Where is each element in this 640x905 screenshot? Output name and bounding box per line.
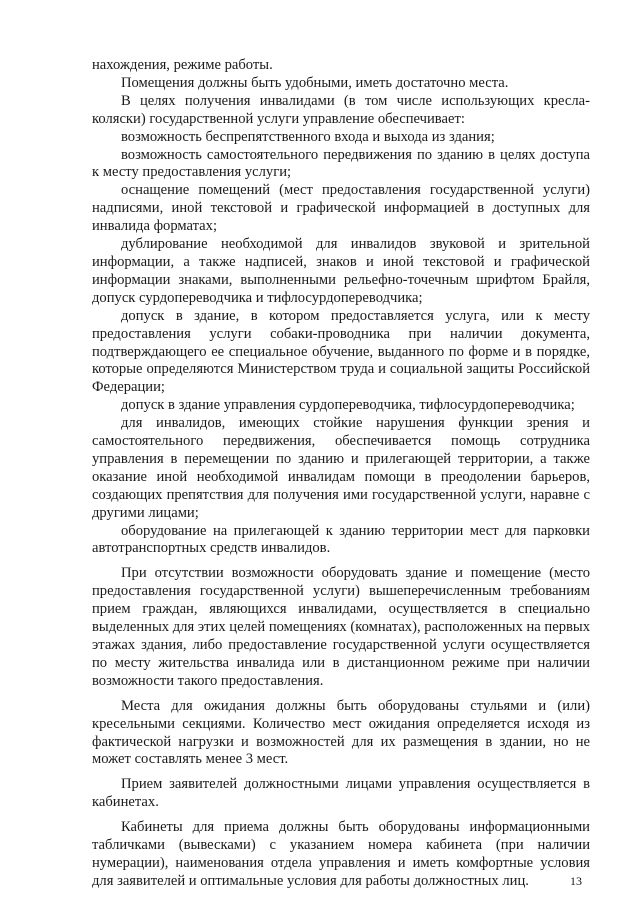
paragraph-4: возможность беспрепятственного входа и выхода из здания; (121, 128, 495, 145)
paragraph-14: Прием заявителей должностными лицами управления осуществляется в кабинетах. (92, 776, 590, 811)
paragraph-6: оснащение помещений (мест предоставления государственной услуги) надписями, иной текстовой и графической информацией в доступных для инвалида форматах; (92, 182, 590, 235)
paragraph-13: Места для ожидания должны быть оборудованы стульями и (или) кресельными секциями. Количество мест ожидания определяется исходя из фактической нагрузки и возможностей для их размещения в здании, но не может составлять менее 3 мест. (92, 697, 590, 768)
paragraph-10: для инвалидов, имеющих стойкие нарушения функции зрения и самостоятельного передвижения, обеспечивается помощь сотрудника управления в перемещении по зданию и прилегающей территории, а также оказание иной необходимой инвалидам помощи в преодолении барьеров, создающих препятствия для получения ими государственной услуги, наравне с другими лицами; (92, 415, 590, 521)
document-body (92, 57, 590, 891)
paragraph-1: нахождения, режиме работы. (92, 57, 273, 73)
page-number: 13 (570, 874, 582, 888)
paragraph-3: В целях получения инвалидами (в том числе использующих кресла-коляски) государственной услуги управление обеспечивает: (92, 92, 590, 127)
paragraph-15: Кабинеты для приема должны быть оборудованы информационными табличками (вывесками) с указанием номера кабинета (при наличии нумерации), наименования отдела управления и иметь комфортные условия для заявителей и оптимальные условия для работы должностных лиц. (92, 819, 590, 889)
paragraph-9: допуск в здание управления сурдопереводчика, тифлосурдопереводчика; (121, 397, 575, 414)
paragraph-5: возможность самостоятельного передвижения по зданию в целях доступа к месту предоставления услуги; (92, 146, 590, 181)
paragraph-7: дублирование необходимой для инвалидов звуковой и зрительной информации, а также надписей, знаков и иной текстовой и графической информации знаками, выполненными рельефно-точечным шрифтом Брайля, допуск сурдопереводчика и тифлосурдопереводчика; (92, 236, 590, 306)
paragraph-11: оборудование на прилегающей к зданию территории мест для парковки автотранспортных средств инвалидов. (92, 522, 590, 557)
paragraph-12: При отсутствии возможности оборудовать здание и помещение (место предоставления государственной услуги) вышеперечисленным требованиям прием граждан, являющихся инвалидами, осуществляется в специально выделенных для этих целей помещениях (комнатах), расположенных на первых этажах здания, либо предоставление государственной услуги осуществляется по месту жительства инвалида или в дистанционном режиме при наличии возможности такого предоставления. (92, 565, 590, 689)
paragraph-2: Помещения должны быть удобными, иметь достаточно места. (121, 74, 509, 91)
paragraph-8: допуск в здание, в котором предоставляется услуга, или к месту предоставления услуги собаки-проводника при наличии документа, подтверждающего ее специальное обучение, выданного по форме и в порядке, которые определяются Министерством труда и социальной защиты Российской Федерации; (92, 307, 590, 396)
